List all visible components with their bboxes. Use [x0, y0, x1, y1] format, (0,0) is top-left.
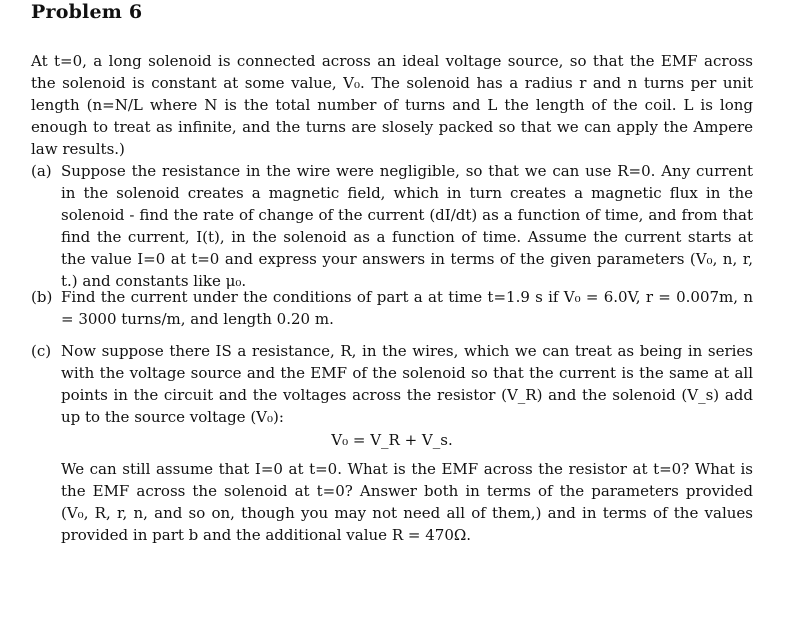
- part-b-label: (b): [31, 288, 53, 306]
- part-b: [31, 286, 753, 330]
- voltage-equation: V₀ = V_R + V_s.: [331, 431, 453, 449]
- part-b-text: Find the current under the conditions of part a at time t=1.9 s if V₀ = 6.0V, r = 0.007m, n = 3000 turns/m, and length 0.20 m.: [61, 288, 753, 328]
- part-a-label: (a): [31, 162, 52, 180]
- part-c: [31, 340, 753, 428]
- problem-title: Problem 6: [31, 1, 143, 23]
- part-a: [31, 160, 753, 292]
- part-a-text: Suppose the resistance in the wire were negligible, so that we can use R=0. Any current in the solenoid creates a magnetic field, which in turn creates a magnetic flux in the solenoid - find the rate of change of the current (dI/dt) as a function of time, and from that find the current, I(t), in the solenoid as a function of time. Assume the current starts at the value I=0 at t=0 and express your answers in terms of the given parameters (V₀, n, r, t.) and constants like μ₀.: [61, 162, 753, 290]
- problem-intro: At t=0, a long solenoid is connected across an ideal voltage source, so that the EMF across the solenoid is constant at some value, V₀. The solenoid has a radius r and n turns per unit length (n=N/L where N is the total number of turns and L the length of the coil. L is long enough to treat as infinite, and the turns are slosely packed so that we can apply the Ampere law results.): [31, 52, 753, 158]
- part-c-text: Now suppose there IS a resistance, R, in the wires, which we can treat as being in series with the voltage source and the EMF of the solenoid so that the current is the same at all points in the circuit and the voltages across the resistor (V_R) and the solenoid (V_s) add up to the source voltage (V₀):: [61, 342, 753, 426]
- part-c-continuation: We can still assume that I=0 at t=0. What is the EMF across the resistor at t=0? What is the EMF across the solenoid at t=0? Answer both in terms of the parameters provided (V₀, R, r, n, and so on, though you may not need all of them,) and in terms of the values provided in part b and the additional value R = 470Ω.: [61, 460, 753, 544]
- part-c-label: (c): [31, 342, 52, 360]
